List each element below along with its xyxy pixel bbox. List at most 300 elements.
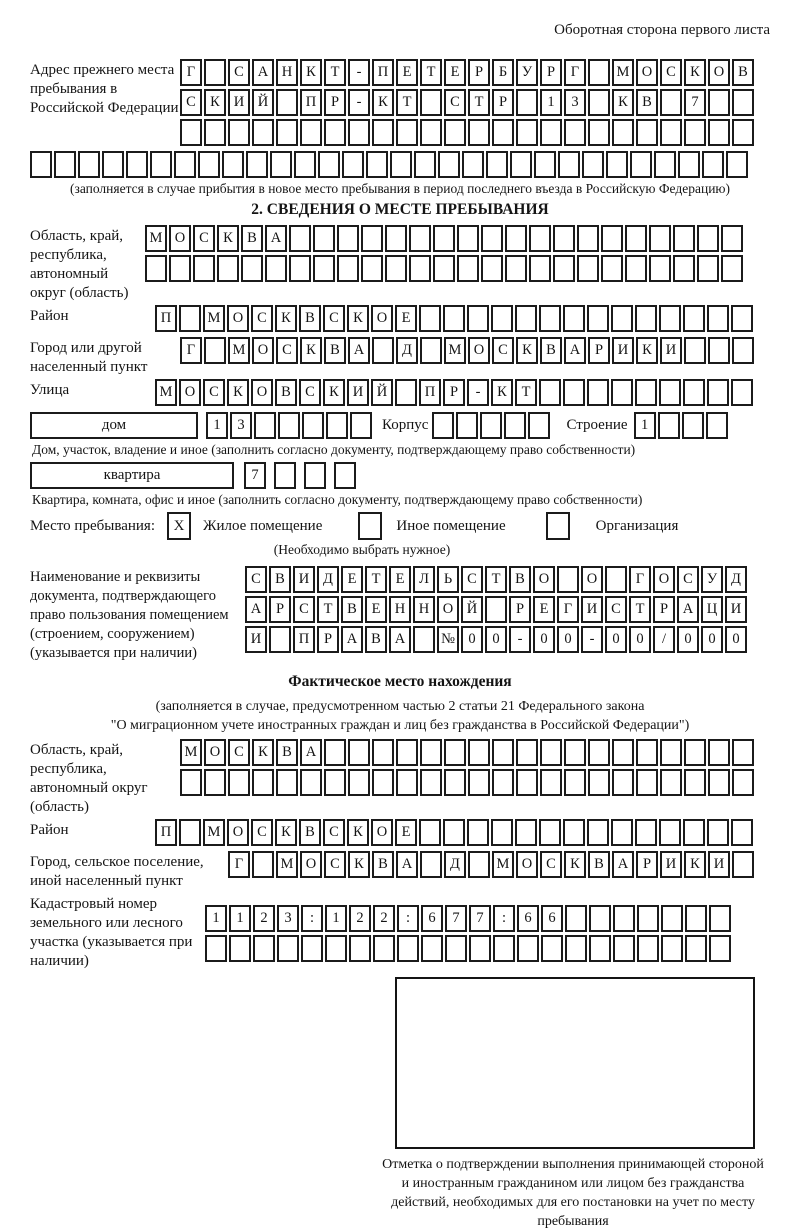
char-cell: Е — [341, 566, 363, 593]
char-cell — [515, 305, 537, 332]
char-cell — [372, 119, 394, 146]
char-cell — [732, 769, 754, 796]
char-cell — [126, 151, 148, 178]
char-cell: 2 — [349, 905, 371, 932]
char-cell: / — [653, 626, 675, 653]
char-cell — [659, 305, 681, 332]
charbox-row — [180, 337, 756, 364]
char-cell: К — [227, 379, 249, 406]
char-cell: 1 — [540, 89, 562, 116]
char-cell — [685, 935, 707, 962]
char-cell: С — [193, 225, 215, 252]
char-cell — [540, 769, 562, 796]
char-cell — [588, 59, 610, 86]
char-cell: Д — [725, 566, 747, 593]
house-number-cells — [206, 412, 374, 439]
char-cell — [198, 151, 220, 178]
house-row — [30, 412, 770, 439]
char-cell — [636, 739, 658, 766]
char-cell: О — [371, 819, 393, 846]
char-cell — [492, 119, 514, 146]
char-cell — [636, 119, 658, 146]
char-cell: С — [444, 89, 466, 116]
char-cell — [325, 935, 347, 962]
apartment-box: квартира — [30, 462, 234, 489]
char-cell: 0 — [701, 626, 723, 653]
char-cell — [684, 337, 706, 364]
char-cell — [697, 255, 719, 282]
choose-note: (Необходимо выбрать нужное) — [273, 542, 451, 557]
char-cell — [683, 305, 705, 332]
char-cell: Р — [269, 596, 291, 623]
char-cell — [302, 412, 324, 439]
char-cell: 0 — [461, 626, 483, 653]
char-cell: К — [300, 337, 322, 364]
char-cell — [469, 935, 491, 962]
char-cell: С — [245, 566, 267, 593]
char-cell — [443, 819, 465, 846]
option-label-organization: Организация — [595, 517, 679, 534]
char-cell — [731, 305, 753, 332]
char-cell — [732, 119, 754, 146]
char-cell — [318, 151, 340, 178]
char-cell — [481, 255, 503, 282]
char-cell — [462, 151, 484, 178]
char-cell — [385, 225, 407, 252]
char-cell — [228, 119, 250, 146]
char-cell: Р — [443, 379, 465, 406]
char-cell — [468, 739, 490, 766]
city-field — [30, 337, 770, 377]
char-cell — [395, 379, 417, 406]
char-cell: Е — [444, 59, 466, 86]
char-cell: 3 — [277, 905, 299, 932]
char-cell — [515, 819, 537, 846]
char-cell — [180, 119, 202, 146]
char-cell — [324, 769, 346, 796]
char-cell — [204, 769, 226, 796]
char-cell: 0 — [677, 626, 699, 653]
char-cell: Р — [588, 337, 610, 364]
charbox-row — [180, 119, 756, 146]
char-cell — [649, 255, 671, 282]
actual-region-label: Область, край, республика, автономный округ (область) — [30, 742, 148, 815]
char-cell — [612, 739, 634, 766]
char-cell — [348, 739, 370, 766]
char-cell — [276, 119, 298, 146]
char-cell: С — [293, 596, 315, 623]
char-cell: - — [348, 89, 370, 116]
char-cell — [510, 151, 532, 178]
char-cell — [731, 819, 753, 846]
charbox-row — [180, 739, 756, 766]
char-cell — [731, 379, 753, 406]
char-cell — [420, 739, 442, 766]
char-cell — [588, 769, 610, 796]
char-cell: П — [300, 89, 322, 116]
apartment-row — [30, 462, 770, 489]
char-cell — [269, 626, 291, 653]
char-cell: М — [180, 739, 202, 766]
char-cell: С — [324, 851, 346, 878]
char-cell: О — [468, 337, 490, 364]
char-cell — [348, 769, 370, 796]
street-field — [30, 379, 770, 409]
char-cell — [289, 225, 311, 252]
char-cell: М — [203, 819, 225, 846]
char-cell: Т — [420, 59, 442, 86]
char-cell: О — [251, 379, 273, 406]
char-cell: М — [492, 851, 514, 878]
char-cell: А — [612, 851, 634, 878]
char-cell — [289, 255, 311, 282]
char-cell — [529, 225, 551, 252]
char-cell: А — [396, 851, 418, 878]
char-cell — [421, 935, 443, 962]
char-cell — [276, 89, 298, 116]
char-cell — [708, 119, 730, 146]
char-cell — [732, 739, 754, 766]
char-cell — [601, 255, 623, 282]
char-cell — [553, 255, 575, 282]
char-cell — [445, 935, 467, 962]
char-cell — [372, 739, 394, 766]
char-cell: К — [275, 305, 297, 332]
char-cell: 6 — [541, 905, 563, 932]
char-cell — [294, 151, 316, 178]
char-cell: М — [612, 59, 634, 86]
char-cell: Н — [389, 596, 411, 623]
char-cell — [361, 225, 383, 252]
stay-type-label: Место пребывания: — [30, 517, 155, 534]
char-cell — [348, 119, 370, 146]
char-cell — [660, 769, 682, 796]
char-cell — [276, 769, 298, 796]
char-cell — [270, 151, 292, 178]
stroenie-label: Строение — [566, 417, 628, 433]
char-cell: О — [204, 739, 226, 766]
charbox-row — [155, 379, 755, 406]
char-cell — [660, 119, 682, 146]
char-cell: Т — [468, 89, 490, 116]
char-cell — [337, 255, 359, 282]
actual-city-field — [30, 851, 770, 891]
char-cell: Г — [228, 851, 250, 878]
char-cell — [564, 769, 586, 796]
char-cell — [468, 119, 490, 146]
char-cell: С — [540, 851, 562, 878]
char-cell — [601, 225, 623, 252]
char-cell: В — [372, 851, 394, 878]
char-cell — [457, 255, 479, 282]
char-cell — [433, 225, 455, 252]
char-cell: - — [509, 626, 531, 653]
char-cell — [373, 935, 395, 962]
char-cell — [612, 769, 634, 796]
char-cell — [443, 305, 465, 332]
char-cell: И — [725, 596, 747, 623]
char-cell: С — [492, 337, 514, 364]
char-cell — [174, 151, 196, 178]
char-cell: С — [228, 59, 250, 86]
char-cell — [334, 462, 356, 489]
char-cell — [326, 412, 348, 439]
char-cell — [684, 769, 706, 796]
char-cell: К — [684, 851, 706, 878]
char-cell: - — [467, 379, 489, 406]
char-cell — [468, 769, 490, 796]
actual-region-field — [30, 739, 770, 817]
char-cell — [444, 119, 466, 146]
stamp-box — [395, 977, 755, 1149]
char-cell: В — [275, 379, 297, 406]
char-cell: Г — [180, 59, 202, 86]
char-cell: Ь — [437, 566, 459, 593]
char-cell: С — [203, 379, 225, 406]
char-cell: П — [293, 626, 315, 653]
char-cell — [613, 935, 635, 962]
char-cell: В — [299, 305, 321, 332]
char-cell — [673, 255, 695, 282]
prev-address-field — [30, 59, 770, 149]
charbox-row — [145, 255, 745, 282]
char-cell — [534, 151, 556, 178]
char-cell: В — [588, 851, 610, 878]
char-cell — [557, 566, 579, 593]
char-cell — [179, 305, 201, 332]
char-cell — [204, 119, 226, 146]
char-cell — [683, 379, 705, 406]
charbox-row — [180, 89, 756, 116]
char-cell: О — [179, 379, 201, 406]
char-cell: П — [419, 379, 441, 406]
char-cell — [366, 151, 388, 178]
actual-location-subtitle-2: "О миграционном учете иностранных граждан и лиц без гражданства в Российской Федерации") — [110, 718, 690, 733]
char-cell: В — [276, 739, 298, 766]
char-cell: № — [437, 626, 459, 653]
char-cell: В — [509, 566, 531, 593]
charbox-row — [245, 596, 749, 623]
actual-district-label: Район — [30, 822, 69, 838]
char-cell: Д — [444, 851, 466, 878]
char-cell — [420, 89, 442, 116]
char-cell — [414, 151, 436, 178]
char-cell — [485, 596, 507, 623]
char-cell — [486, 151, 508, 178]
char-cell: Т — [317, 596, 339, 623]
char-cell: Т — [485, 566, 507, 593]
char-cell — [577, 225, 599, 252]
char-cell — [456, 412, 478, 439]
char-cell — [565, 935, 587, 962]
char-cell — [587, 305, 609, 332]
char-cell — [180, 769, 202, 796]
char-cell: - — [581, 626, 603, 653]
char-cell — [179, 819, 201, 846]
korpus-label: Корпус — [382, 417, 429, 433]
char-cell — [661, 905, 683, 932]
char-cell — [324, 739, 346, 766]
header-note: Оборотная сторона первого листа — [554, 22, 770, 38]
char-cell — [636, 769, 658, 796]
char-cell: И — [581, 596, 603, 623]
char-cell — [517, 935, 539, 962]
char-cell — [205, 935, 227, 962]
district-label: Район — [30, 308, 69, 324]
char-cell — [697, 225, 719, 252]
charbox-row — [245, 566, 749, 593]
char-cell — [337, 225, 359, 252]
char-cell — [222, 151, 244, 178]
char-cell — [102, 151, 124, 178]
char-cell — [78, 151, 100, 178]
char-cell: О — [437, 596, 459, 623]
char-cell: К — [323, 379, 345, 406]
char-cell: О — [371, 305, 393, 332]
char-cell: Р — [317, 626, 339, 653]
char-cell — [372, 769, 394, 796]
char-cell: П — [155, 305, 177, 332]
char-cell — [432, 412, 454, 439]
charbox-row — [180, 59, 756, 86]
char-cell — [529, 255, 551, 282]
char-cell: В — [540, 337, 562, 364]
char-cell: Г — [557, 596, 579, 623]
char-cell: 0 — [629, 626, 651, 653]
cadastral-label: Кадастровый номер земельного или лесного участка (указывается при наличии) — [30, 896, 193, 969]
document-label: Наименование и реквизиты документа, подтверждающего право пользования помещением (строением, сооружением) (указывается при наличии) — [30, 569, 229, 661]
char-cell — [480, 412, 502, 439]
char-cell — [721, 225, 743, 252]
char-cell — [630, 151, 652, 178]
char-cell — [324, 119, 346, 146]
char-cell: В — [324, 337, 346, 364]
char-cell: И — [228, 89, 250, 116]
char-cell — [683, 819, 705, 846]
char-cell: Р — [492, 89, 514, 116]
char-cell — [145, 255, 167, 282]
char-cell — [492, 769, 514, 796]
char-cell — [577, 255, 599, 282]
char-cell: С — [323, 305, 345, 332]
char-cell: Т — [396, 89, 418, 116]
char-cell — [660, 89, 682, 116]
char-cell: Л — [413, 566, 435, 593]
char-cell — [409, 255, 431, 282]
char-cell — [721, 255, 743, 282]
char-cell — [413, 626, 435, 653]
char-cell — [301, 935, 323, 962]
char-cell: А — [677, 596, 699, 623]
char-cell — [564, 739, 586, 766]
char-cell: С — [461, 566, 483, 593]
char-cell — [265, 255, 287, 282]
char-cell — [481, 225, 503, 252]
char-cell — [613, 905, 635, 932]
char-cell: А — [564, 337, 586, 364]
char-cell: К — [347, 819, 369, 846]
char-cell — [539, 379, 561, 406]
char-cell: С — [180, 89, 202, 116]
char-cell — [217, 255, 239, 282]
char-cell: У — [701, 566, 723, 593]
char-cell — [397, 935, 419, 962]
char-cell — [611, 305, 633, 332]
char-cell — [468, 851, 490, 878]
char-cell — [467, 819, 489, 846]
char-cell: К — [612, 89, 634, 116]
char-cell: М — [203, 305, 225, 332]
char-cell — [491, 305, 513, 332]
charbox-row — [155, 305, 755, 332]
char-cell: К — [564, 851, 586, 878]
char-cell — [625, 225, 647, 252]
char-cell: У — [516, 59, 538, 86]
char-cell: П — [372, 59, 394, 86]
char-cell: 0 — [605, 626, 627, 653]
char-cell — [678, 151, 700, 178]
char-cell — [420, 337, 442, 364]
char-cell: К — [372, 89, 394, 116]
char-cell: 0 — [725, 626, 747, 653]
prev-address-rows — [180, 59, 756, 149]
region-label: Область, край, республика, автономный округ (область) — [30, 228, 129, 301]
char-cell: О — [581, 566, 603, 593]
char-cell — [229, 935, 251, 962]
char-cell — [516, 739, 538, 766]
char-cell — [589, 905, 611, 932]
char-cell — [612, 119, 634, 146]
char-cell — [708, 89, 730, 116]
house-caption: Дом, участок, владение и иное (заполнить согласно документу, подтверждающему право собственности) — [32, 442, 636, 457]
char-cell: А — [348, 337, 370, 364]
char-cell — [708, 769, 730, 796]
char-cell — [204, 59, 226, 86]
char-cell: В — [241, 225, 263, 252]
char-cell: К — [300, 59, 322, 86]
charbox-row — [245, 626, 749, 653]
char-cell: Р — [509, 596, 531, 623]
char-cell: 3 — [564, 89, 586, 116]
char-cell: Д — [396, 337, 418, 364]
char-cell: А — [389, 626, 411, 653]
char-cell — [516, 769, 538, 796]
char-cell — [684, 739, 706, 766]
char-cell: Е — [396, 59, 418, 86]
apartment-cells — [244, 462, 364, 489]
char-cell — [587, 379, 609, 406]
checkbox-residential: X — [167, 512, 191, 540]
char-cell: И — [660, 337, 682, 364]
char-cell: В — [299, 819, 321, 846]
char-cell — [444, 769, 466, 796]
char-cell — [361, 255, 383, 282]
char-cell: О — [636, 59, 658, 86]
char-cell: Г — [629, 566, 651, 593]
char-cell — [252, 851, 274, 878]
char-cell — [708, 739, 730, 766]
char-cell — [582, 151, 604, 178]
char-cell — [659, 819, 681, 846]
char-cell — [349, 935, 371, 962]
char-cell: С — [323, 819, 345, 846]
char-cell: В — [636, 89, 658, 116]
char-cell — [682, 412, 704, 439]
char-cell: Т — [324, 59, 346, 86]
char-cell: Й — [461, 596, 483, 623]
char-cell: П — [155, 819, 177, 846]
char-cell — [528, 412, 550, 439]
